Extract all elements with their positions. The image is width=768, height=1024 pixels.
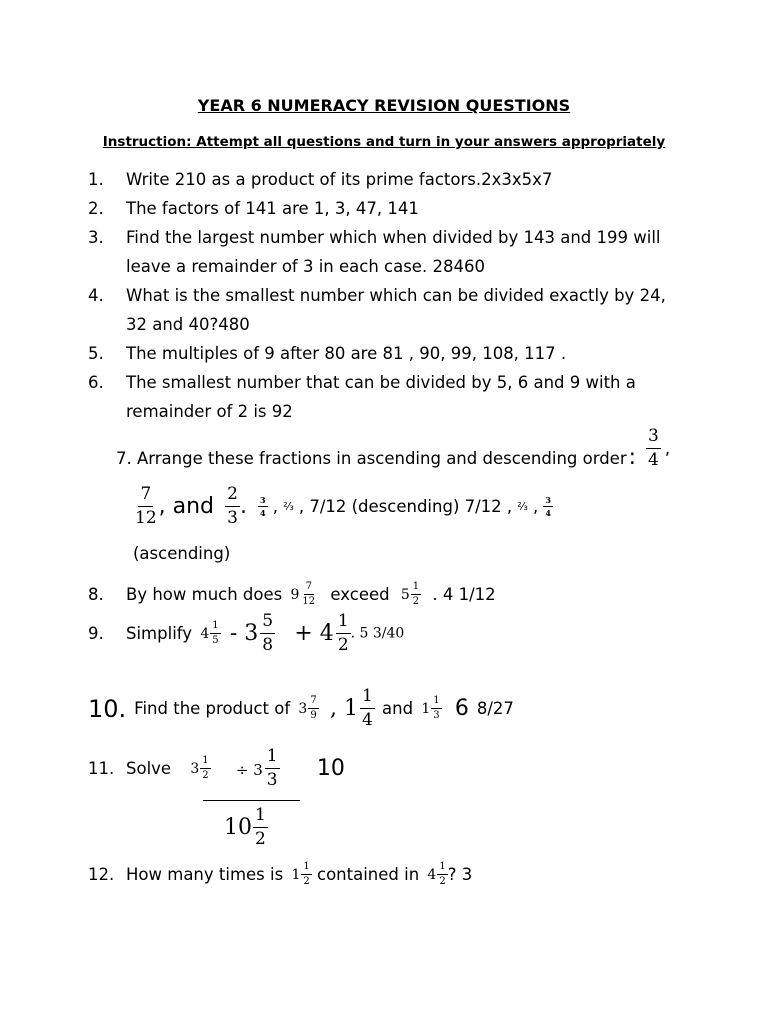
- question-number: 12.: [88, 865, 115, 884]
- fraction-bar: [203, 800, 300, 801]
- question-number: 1.: [88, 170, 104, 189]
- question-12: 12. How many times is 1 $\frac{1}{2}$ contained in 4 $\frac{1}{2}$ ? 3: [88, 861, 473, 887]
- answer-fraction-2-3: ⅔: [517, 500, 528, 513]
- question-text: How many times is: [126, 865, 284, 884]
- answer-fraction-3-4: $\frac{3}{4}$: [545, 495, 551, 518]
- question-text: Find the product of: [134, 699, 291, 718]
- question-3: [88, 228, 661, 247]
- question-7-line-2: $\frac{7}{12}$ , and $\frac{2}{3}$ . $\frac{3}{4}$ , ⅔ , 7/12 (descending) 7/12 , ⅔ , $\frac{3}{4}$: [135, 484, 551, 528]
- instruction: Instruction: Attempt all questions and turn in your answers appropriately: [102, 134, 666, 150]
- colon: :: [628, 445, 637, 470]
- answer-fraction: 8/27: [476, 699, 514, 718]
- fraction-3-4: $\frac{3}{4}$ ,: [648, 426, 671, 470]
- fraction-1-4: $\frac{1}{4}$: [361, 686, 373, 730]
- question-9: [88, 613, 404, 654]
- question-text: The smallest number that can be divided by 5, 6 and 9 with a: [126, 373, 636, 392]
- fraction-2-3: $\frac{2}{3}$: [227, 484, 238, 528]
- question-text: By how much does: [126, 585, 283, 604]
- question-7: [116, 445, 636, 470]
- question-text: Write 210 as a product of its prime factors.2x3x5x7: [126, 170, 553, 189]
- mixed-9-7-12: 9 $\frac{7}{12}$: [290, 581, 316, 607]
- minus-three: - 3: [229, 621, 259, 646]
- plus-four: + 4: [294, 621, 334, 646]
- page-title: YEAR 6 NUMERACY REVISION QUESTIONS: [197, 96, 571, 115]
- question-number: 9.: [88, 624, 104, 643]
- answer-descending: , 7/12 (descending) 7/12 ,: [298, 497, 513, 516]
- question-text: What is the smallest number which can be divided exactly by 24,: [126, 286, 666, 305]
- question-text: Solve: [126, 759, 172, 778]
- question-number: 2.: [88, 199, 104, 218]
- question-text: The factors of 141 are 1, 3, 47, 141: [126, 199, 419, 218]
- answer: . 4 1/12: [432, 585, 496, 604]
- question-number: 4.: [88, 286, 104, 305]
- question-text: The multiples of 9 after 80 are 81 , 90, 99, 108, 117 .: [126, 344, 567, 363]
- question-8: 8. By how much does 9 $\frac{7}{12}$ exceed 5 $\frac{1}{2}$ . 4 1/12: [88, 581, 496, 607]
- question-4-line-2: 32 and 40?480: [126, 315, 250, 334]
- answer: . 5 3/40: [350, 625, 405, 642]
- mixed-1-1-3: 1 $\frac{1}{3}$: [421, 695, 440, 721]
- mixed-1-1-2: 1 $\frac{1}{2}$: [291, 861, 310, 887]
- mixed-3-7-9: 3 $\frac{7}{9}$: [298, 695, 317, 721]
- answer: ? 3: [447, 865, 473, 884]
- question-text: Simplify: [126, 624, 193, 643]
- question-7-line-3: (ascending): [133, 544, 231, 563]
- question-11: [88, 748, 345, 789]
- question-text: 7. Arrange these fractions in ascending and descending order: [116, 449, 627, 468]
- comma-one: , 1: [329, 696, 358, 721]
- answer-whole: 6: [454, 696, 469, 721]
- question-number: 10.: [88, 694, 127, 723]
- mixed-4-1-2: 4 $\frac{1}{2}$: [427, 861, 446, 887]
- question-6-line-2: remainder of 2 is 92: [126, 402, 293, 421]
- question-5: [88, 344, 566, 363]
- question-number: 8.: [88, 585, 104, 604]
- and-text: , and: [158, 494, 215, 519]
- question-3-line-2: leave a remainder of 3 in each case. 28460: [126, 257, 485, 276]
- answer-fraction-3-4: $\frac{3}{4}$: [260, 495, 266, 518]
- question-1: [88, 170, 552, 189]
- question-10: 10. Find the product of 3 $\frac{7}{9}$ , 1 $\frac{1}{4}$ and 1 $\frac{1}{3}$ 6 8/27: [88, 686, 514, 730]
- mixed-3-1-2: 3 $\frac{1}{2}$: [190, 755, 209, 781]
- fraction-1-3: $\frac{1}{3}$: [266, 746, 278, 790]
- fraction-5-8: $\frac{5}{8}$: [262, 611, 274, 655]
- divide-three: ÷ 3: [235, 761, 263, 779]
- question-number: 6.: [88, 373, 104, 392]
- question-4: [88, 286, 666, 305]
- question-text: Find the largest number which when divided by 143 and 199 will: [126, 228, 661, 247]
- fraction-7-12: $\frac{7}{12}$: [135, 484, 157, 528]
- fraction-1-2: $\frac{1}{2}$: [337, 611, 349, 655]
- answer: 10: [316, 756, 345, 781]
- mixed-4-1-5: 4 $\frac{1}{5}$: [200, 620, 219, 646]
- mixed-5-1-2: 5 $\frac{1}{2}$: [400, 581, 420, 607]
- question-number: 3.: [88, 228, 104, 247]
- answer-fraction-2-3: ⅔: [283, 500, 294, 513]
- denominator-10-1-2: 10 $\frac{1}{2}$: [224, 805, 266, 849]
- question-number: 5.: [88, 344, 104, 363]
- question-6: [88, 373, 636, 392]
- question-2: [88, 199, 419, 218]
- question-number: 11.: [88, 759, 115, 778]
